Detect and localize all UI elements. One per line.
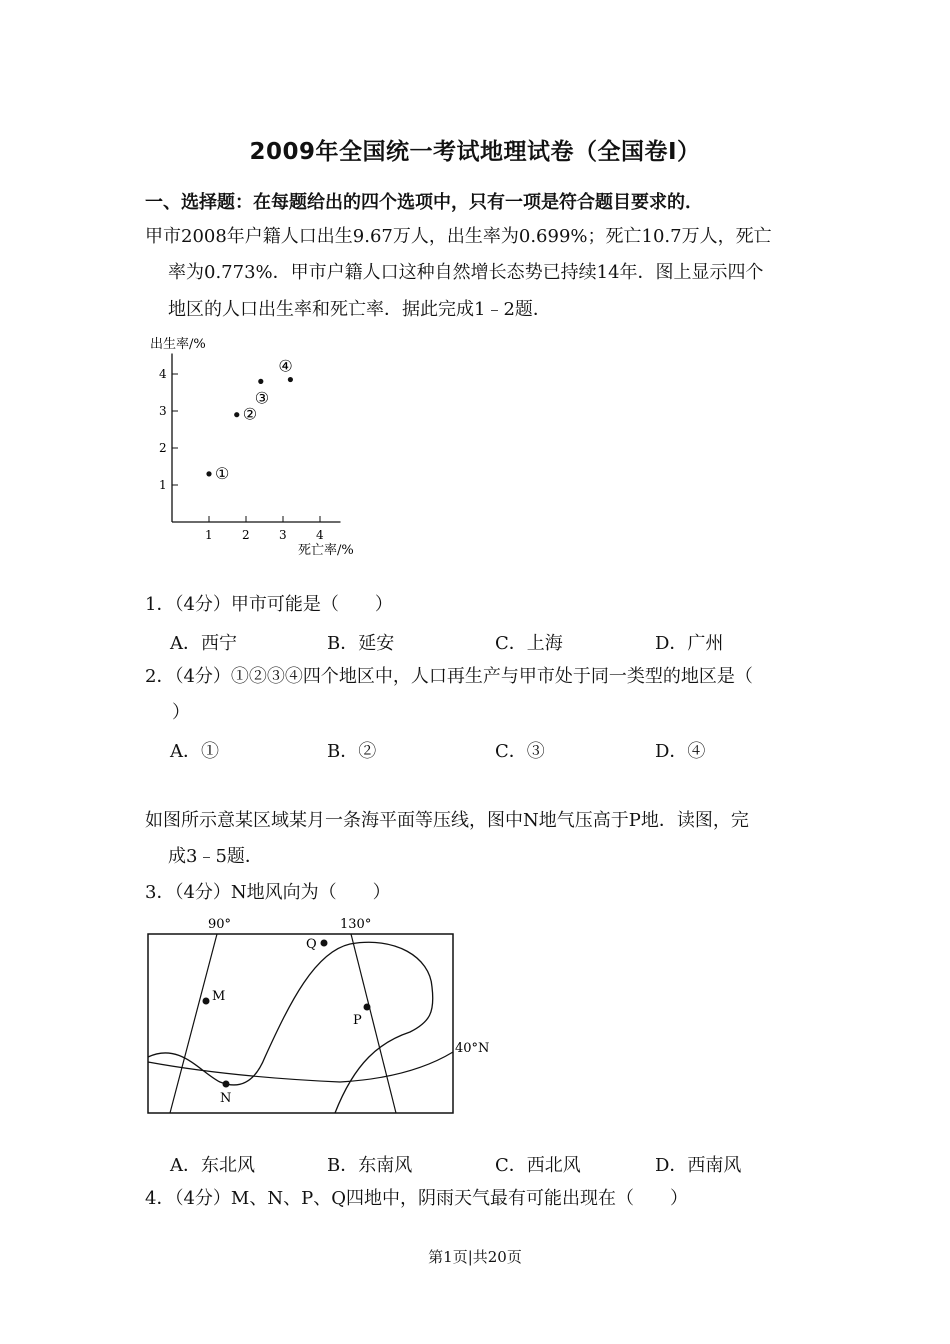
q1-option-b[interactable]: B．延安 bbox=[327, 633, 395, 654]
point-m-marker bbox=[203, 998, 210, 1005]
q1-option-d[interactable]: D．广州 bbox=[655, 633, 724, 654]
q4-stem: 4．（4分）M、N、P、Q四地中，阴雨天气最有可能出现在（ ） bbox=[145, 1188, 688, 1209]
passage1-line3: 地区的人口出生率和死亡率．据此完成1﹣2题． bbox=[168, 299, 551, 320]
chart-x-tick-label: 3 bbox=[279, 528, 287, 542]
chart-axes bbox=[172, 354, 341, 523]
passage1-line1: 甲市2008年户籍人口出生9.67万人，出生率为0.699%；死亡10.7万人，死亡 bbox=[145, 226, 772, 247]
latitude-40n-label: 40°N bbox=[455, 1041, 490, 1056]
chart-point-marker bbox=[288, 377, 293, 382]
q1-option-c[interactable]: C．上海 bbox=[495, 633, 563, 654]
point-n-marker bbox=[223, 1081, 230, 1088]
chart-y-tick-label: 1 bbox=[159, 478, 167, 492]
point-p-label: P bbox=[353, 1013, 362, 1028]
q3-option-a[interactable]: A．东北风 bbox=[170, 1155, 255, 1176]
chart-points bbox=[206, 357, 293, 483]
q2-stem-line1: 2．（4分）①②③④四个地区中，人口再生产与甲市处于同一类型的地区是（ bbox=[145, 666, 753, 687]
q2-option-d[interactable]: D．④ bbox=[655, 741, 706, 762]
passage2-line1: 如图所示意某区域某月一条海平面等压线，图中N地气压高于P地．读图，完 bbox=[145, 810, 749, 831]
chart-y-tick-label: 4 bbox=[159, 367, 167, 381]
page-footer: 第1页|共20页 bbox=[428, 1248, 522, 1266]
chart-x-tick-label: 1 bbox=[205, 528, 213, 542]
chart-point-label: ④ bbox=[278, 356, 293, 376]
point-p-marker bbox=[364, 1004, 371, 1011]
q3-option-c[interactable]: C．西北风 bbox=[495, 1155, 581, 1176]
q2-option-c[interactable]: C．③ bbox=[495, 741, 545, 762]
chart-point-marker bbox=[258, 379, 263, 384]
chart-point-marker bbox=[206, 471, 211, 476]
longitude-90-line bbox=[170, 934, 217, 1113]
point-m-label: M bbox=[212, 989, 226, 1004]
point-q-label: Q bbox=[306, 937, 317, 952]
q3-option-d[interactable]: D．西南风 bbox=[655, 1155, 742, 1176]
chart-ylabel: 出生率/% bbox=[150, 337, 206, 352]
chart-x-tick-label: 4 bbox=[316, 528, 324, 542]
chart-x-tick-label: 2 bbox=[242, 528, 250, 542]
q1-stem: 1．（4分）甲市可能是（ ） bbox=[145, 594, 393, 615]
q3-stem: 3．（4分）N地风向为（ ） bbox=[145, 882, 391, 903]
passage2-line2: 成3﹣5题． bbox=[168, 846, 263, 867]
section-heading: 一、选择题：在每题给出的四个选项中，只有一项是符合题目要求的． bbox=[145, 192, 703, 213]
q3-option-b[interactable]: B．东南风 bbox=[327, 1155, 413, 1176]
passage1-line2: 率为0.773%．甲市户籍人口这种自然增长态势已持续14年．图上显示四个 bbox=[168, 262, 764, 283]
chart-ticks bbox=[159, 367, 324, 542]
longitude-90-label: 90° bbox=[208, 917, 232, 932]
chart-y-tick-label: 2 bbox=[159, 441, 167, 455]
q2-stem-line2: ） bbox=[172, 702, 190, 723]
chart-point-label: ① bbox=[215, 463, 230, 483]
point-n-label: N bbox=[220, 1091, 232, 1106]
chart-xlabel: 死亡率/% bbox=[298, 543, 354, 558]
q2-option-b[interactable]: B．② bbox=[327, 741, 377, 762]
chart-point-marker bbox=[234, 412, 239, 417]
latitude-40n-line bbox=[148, 1052, 453, 1082]
chart-point-label: ② bbox=[242, 404, 258, 424]
paper-title: 2009年全国统一考试地理试卷（全国卷Ⅰ） bbox=[249, 139, 701, 165]
birth-death-scatter-chart bbox=[140, 330, 380, 565]
chart-y-tick-label: 3 bbox=[159, 404, 167, 418]
isobar-map bbox=[140, 912, 500, 1117]
point-q-marker bbox=[321, 940, 328, 947]
longitude-130-label: 130° bbox=[340, 917, 372, 932]
chart-point-label: ③ bbox=[254, 388, 270, 408]
q2-option-a[interactable]: A．① bbox=[170, 741, 219, 762]
q1-option-a[interactable]: A．西宁 bbox=[170, 633, 237, 654]
